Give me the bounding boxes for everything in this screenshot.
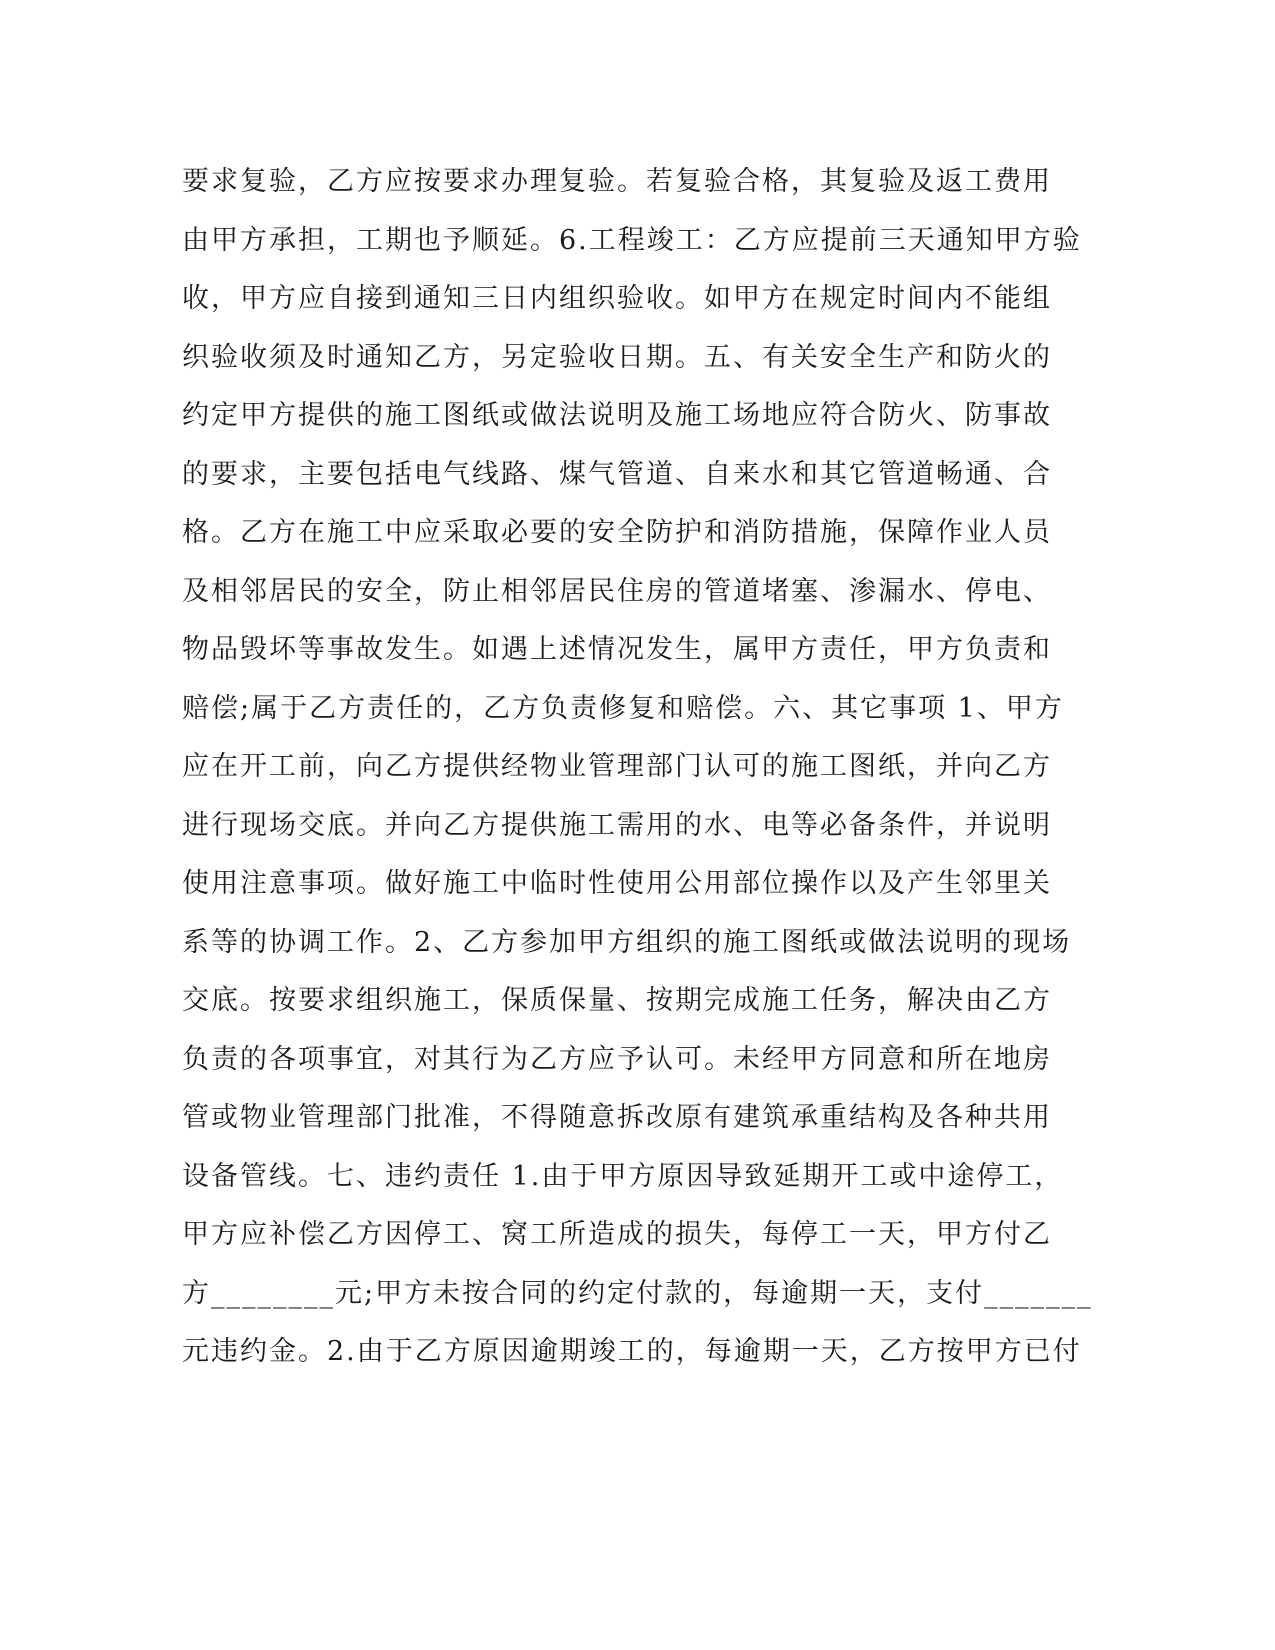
text-line: 方________元;甲方未按合同的约定付款的，每逾期一天，支付_______ bbox=[182, 1277, 1093, 1309]
text-line: 物品毁坏等事故发生。如遇上述情况发生，属甲方责任，甲方负责和 bbox=[182, 634, 1052, 665]
text-line: 系等的协调工作。2、乙方参加甲方组织的施工图纸或做法说明的现场 bbox=[182, 926, 1072, 958]
contract-text bbox=[182, 160, 1093, 1389]
text-line: 管或物业管理部门批准，不得随意拆改原有建筑承重结构及各种共用 bbox=[182, 1102, 1052, 1133]
text-line: 及相邻居民的安全，防止相邻居民住房的管道堵塞、渗漏水、停电、 bbox=[182, 575, 1052, 607]
text-line: 交底。按要求组织施工，保质保量、按期完成施工任务，解决由乙方 bbox=[182, 985, 1052, 1016]
text-line: 甲方应补偿乙方因停工、窝工所造成的损失，每停工一天，甲方付乙 bbox=[182, 1219, 1052, 1250]
text-line: 负责的各项事宜，对其行为乙方应予认可。未经甲方同意和所在地房 bbox=[182, 1043, 1052, 1075]
text-line: 的要求，主要包括电气线路、煤气管道、自来水和其它管道畅通、合 bbox=[182, 458, 1052, 490]
text-line: 使用注意事项。做好施工中临时性使用公用部位操作以及产生邻里关 bbox=[182, 868, 1052, 899]
text-line: 赔偿;属于乙方责任的，乙方负责修复和赔偿。六、其它事项 1、甲方 bbox=[182, 692, 1064, 724]
text-line: 设备管线。七、违约责任 1.由于甲方原因导致延期开工或中途停工， bbox=[182, 1160, 1064, 1192]
text-line: 元违约金。2.由于乙方原因逾期竣工的，每逾期一天，乙方按甲方已付 bbox=[182, 1336, 1082, 1367]
text-line: 由甲方承担，工期也予顺延。6.工程竣工：乙方应提前三天通知甲方验 bbox=[182, 224, 1082, 256]
text-line: 要求复验，乙方应按要求办理复验。若复验合格，其复验及返工费用 bbox=[182, 166, 1052, 197]
text-line: 约定甲方提供的施工图纸或做法说明及施工场地应符合防火、防事故 bbox=[182, 400, 1052, 431]
text-line: 收，甲方应自接到通知三日内组织验收。如甲方在规定时间内不能组 bbox=[182, 283, 1052, 314]
text-line: 织验收须及时通知乙方，另定验收日期。五、有关安全生产和防火的 bbox=[182, 341, 1052, 373]
text-line: 格。乙方在施工中应采取必要的安全防护和消防措施，保障作业人员 bbox=[182, 517, 1052, 548]
text-line: 进行现场交底。并向乙方提供施工需用的水、电等必备条件，并说明 bbox=[182, 809, 1052, 841]
text-line: 应在开工前，向乙方提供经物业管理部门认可的施工图纸，并向乙方 bbox=[182, 751, 1052, 782]
